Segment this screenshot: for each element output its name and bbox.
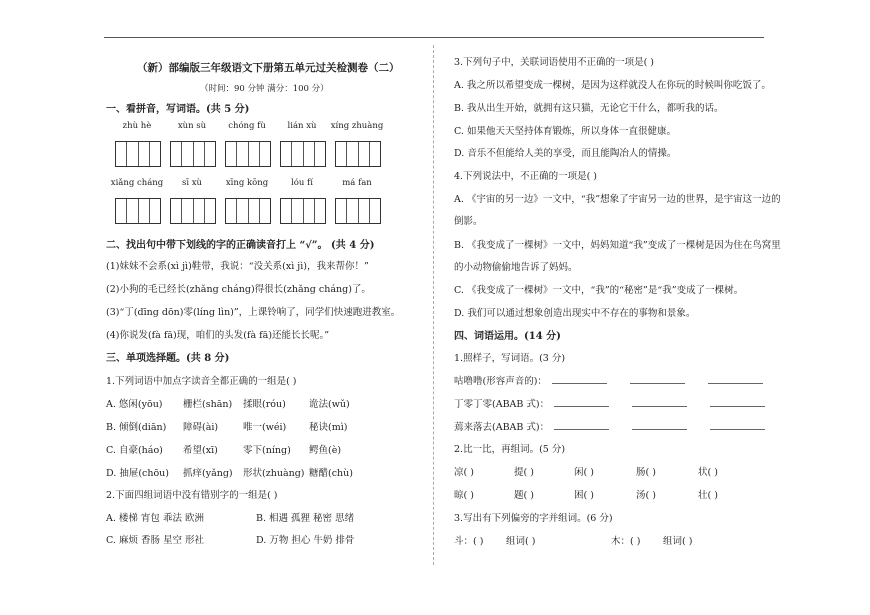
s4-question-2: 2.比一比，再组词。(5 分): [454, 444, 566, 455]
r-q3-option-d: D. 音乐不但能给人美的享受，而且能陶冶人的情操。: [454, 148, 677, 159]
s3-q1-option-c: C. 自豪(háo) 希望(xī) 零下(níng) 鳄鱼(è): [106, 445, 342, 456]
section4-heading: 四、词语运用。(14 分): [454, 331, 561, 342]
character-writing-box[interactable]: [170, 198, 216, 224]
character-writing-box[interactable]: [225, 198, 271, 224]
s3-q2-option-a: A. 楼梯 宵包 乖法 欧洲: [106, 513, 204, 524]
column-divider: [433, 45, 434, 565]
r-q4-option-c: C. 《我变成了一棵树》一文中，“我”的“秘密”是“我”变成了一棵树。: [454, 285, 744, 296]
character-writing-box[interactable]: [280, 141, 326, 167]
s3-q2-option-b: B. 相遇 孤狸 秘密 思绪: [256, 513, 355, 524]
pinyin-label: má fan: [342, 178, 372, 188]
pinyin-label: xīng kōng: [225, 178, 269, 188]
character-writing-box[interactable]: [335, 141, 381, 167]
pinyin-label: chóng fù: [228, 121, 266, 131]
r-q4-option-b-line2: 的小动物偷偷地告诉了妈妈。: [454, 262, 578, 273]
character-writing-box[interactable]: [115, 198, 161, 224]
character-writing-box[interactable]: [115, 141, 161, 167]
s4-fill-line-1: 咕噜噜(形容声音的)：: [454, 373, 763, 387]
character-writing-box[interactable]: [225, 141, 271, 167]
s2-question-3: (3)“丁(dīng dōn)零(líng lìn)”，上课铃响了，同学们快速跑进教室。: [106, 307, 401, 318]
s4-question-3: 3.写出有下列偏旁的字并组词。(6 分): [454, 513, 613, 524]
section3-heading: 三、单项选择题。(共 8 分): [106, 353, 230, 364]
r-q4-option-a-line2: 倒影。: [454, 216, 483, 227]
s3-q1-option-b: B. 倾倒(diān) 障碍(ài) 唯一(wéi) 秘诀(mì): [106, 422, 348, 433]
r-question-3: 3.下列句子中，关联词语使用不正确的一项是( ): [454, 57, 654, 68]
s4-fill-line-3: 蔫来落去(ABAB 式)：: [454, 419, 765, 433]
pinyin-label: xiǎng cháng: [110, 178, 164, 188]
s4-question-1: 1.照样子，写词语。(3 分): [454, 353, 566, 364]
pinyin-label: lóu fí: [291, 178, 313, 188]
r-q4-option-d: D. 我们可以通过想象创造出现实中不存在的事物和景象。: [454, 308, 696, 319]
top-rule: [104, 37, 764, 38]
pinyin-label: zhù hè: [122, 121, 152, 131]
s3-question-2: 2.下面四组词语中没有错别字的一组是( ): [106, 490, 278, 501]
s4-radical-row: 斗：( ) 组词( ) 木：( ) 组词( ): [454, 536, 693, 547]
r-q4-option-b-line1: B. 《我变成了一棵树》一文中，妈妈知道“我”变成了一棵树是因为住在鸟窝里: [454, 240, 781, 251]
s3-q1-option-a: A. 悠闲(yōu) 栅栏(shān) 揉眼(róu) 诡法(wǔ): [106, 399, 350, 410]
r-q3-option-c: C. 如果他天天坚持体育锻炼，所以身体一直很健康。: [454, 126, 676, 137]
s3-q2-option-c: C. 麻烦 香肠 星空 形社: [106, 535, 205, 546]
section2-heading: 二、找出句中带下划线的字的正确读音打上 “√”。 (共 4 分): [106, 240, 375, 251]
r-q4-option-a-line1: A. 《宇宙的另一边》一文中，“我”想象了宇宙另一边的世界，是宇宙这一边的: [454, 194, 781, 205]
s3-q2-option-d: D. 万物 担心 牛奶 排骨: [256, 535, 355, 546]
s3-question-1: 1.下列词语中加点字读音全都正确的一组是( ): [106, 376, 297, 387]
r-question-4: 4.下列说法中，不正确的一项是( ): [454, 171, 597, 182]
s2-question-1: (1)妹妹不会系(xì jì)鞋带，我说：“没关系(xì jì)，我来帮你！”: [106, 261, 369, 272]
character-writing-box[interactable]: [280, 198, 326, 224]
s4-fill-line-2: 丁零丁零(ABAB 式)：: [454, 396, 765, 410]
section1-heading: 一、看拼音，写词语。(共 5 分): [106, 104, 250, 115]
pinyin-label: xùn sù: [177, 121, 207, 131]
s4-compare-row-2: 晾( ) 题( ) 困( ) 汤( ) 壮( ): [454, 490, 718, 501]
s3-q1-option-d: D. 抽屉(chōu) 抓痒(yǎng) 形状(zhuàng) 糖醋(chù): [106, 468, 353, 479]
r-q3-option-a: A. 我之所以希望变成一棵树，是因为这样就没人在你玩的时候叫你吃饭了。: [454, 80, 771, 91]
s4-compare-row-1: 凉( ) 提( ) 闲( ) 肠( ) 状( ): [454, 467, 718, 478]
character-writing-box[interactable]: [170, 141, 216, 167]
page-title: （新）部编版三年级语文下册第五单元过关检测卷（二）: [137, 62, 400, 74]
pinyin-label: sī xù: [181, 178, 203, 188]
character-writing-box[interactable]: [335, 198, 381, 224]
s2-question-2: (2)小狗的毛已经长(zhǎng cháng)得很长(zhǎng cháng)了。: [106, 284, 371, 295]
r-q3-option-b: B. 我从出生开始，就拥有这只猫，无论它干什么，都听我的话。: [454, 103, 724, 114]
exam-info: （时间：90 分钟 满分：100 分）: [200, 84, 329, 94]
pinyin-label: xíng zhuàng: [330, 121, 384, 131]
pinyin-label: lián xù: [287, 121, 317, 131]
s2-question-4: (4)你说发(fà fā)现，咱们的头发(fà fā)还能长长呢。”: [106, 330, 330, 341]
